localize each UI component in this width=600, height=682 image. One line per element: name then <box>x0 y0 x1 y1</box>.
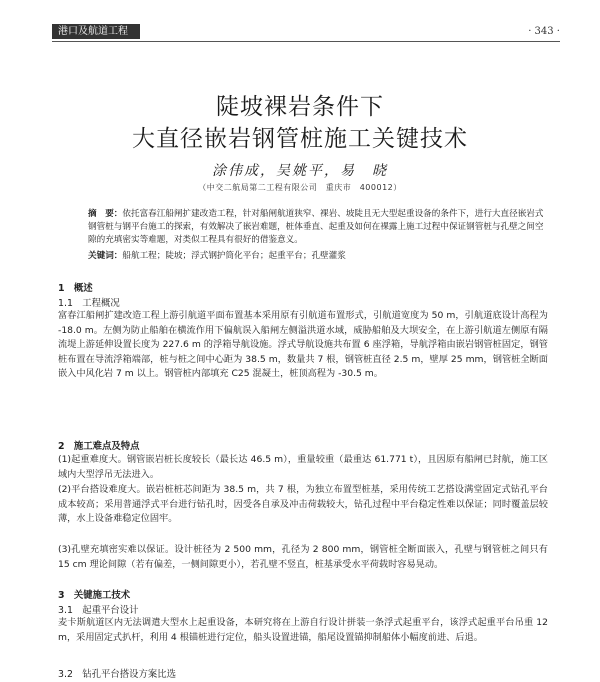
paragraph: 麦卡斯航道区内无法调遣大型水上起重设备，本研究将在上游自行设计拼装一条浮式起重平台，该浮式起重平台吊重 12 m，采用固定式扒杆，利用 4 根锚桩进行定位，船头设置进锚，船尾设置锚抑制船体小幅度前进、后退。 <box>58 617 548 643</box>
paper-title-line-2: 大直径嵌岩钢管桩施工关键技术 <box>132 126 468 152</box>
abstract <box>88 208 546 247</box>
running-header <box>52 24 560 40</box>
section-heading: 2 施工难点及特点 <box>58 441 140 452</box>
paragraph: 富春江船闸扩建改造工程上游引航道平面布置基本采用原有引航道布置形式，引航道宽度为 50 m，引航道底设计高程为 -18.0 m。左侧为防止船舶在横流作用下偏航误入船闸左侧溢洪道水域，威胁船舶及大坝安全，在上游引航道左侧原有隔流堤上游延伸设置长度为 227.6 m 的浮箱导航设施。浮式导航设施共布置 6 座浮箱，导航浮箱由嵌岩钢管桩固定，钢管桩布置在导流浮箱端部，桩与桩之间中心距为 38.5 m，数量共 7 根，钢管桩直径 2.5 m，壁厚 25 mm，钢管桩全断面嵌入中风化岩 7 m 以上。钢管桩内部填充 C25 混凝土，桩顶高程为 -30.5 m。 <box>58 310 548 380</box>
section-heading: 1 概述 <box>58 283 93 294</box>
paragraph: (1)起重难度大。钢管嵌岩桩长度较长（最长达 46.5 m），重量较重（最重达 61.771 t），且因原有船闸已封航，施工区域内大型浮吊无法进入。 <box>58 454 548 480</box>
subsection-heading: 1.1 工程概况 <box>58 298 120 309</box>
author-affiliation: （中交二航局第二工程有限公司 重庆市 400012） <box>198 183 402 192</box>
keywords-text: 船航工程；陡坡；浮式钢护筒化平台；起重平台；孔壁灌浆 <box>122 251 346 261</box>
abstract-text: 依托富春江船闸扩建改造工程，针对船闸航道狭窄、裸岩、坡陡且无大型起重设备的条件下，进行大直径嵌岩式钢管桩与钢平台施工的探索，有效解决了嵌岩难题，桩体垂直、起重及如何在裸露上施工过程中保证钢管桩与孔壁之间空隙的充填密实等难题，对类似工程具有很好的借鉴意义。 <box>88 209 544 245</box>
paragraph: (2)平台搭设难度大。嵌岩桩桩芯间距为 38.5 m，共 7 根，为独立布置型桩基，采用传统工艺搭设满堂固定式钻孔平台成本较高；采用普通浮式平台进行钻孔时，因受各自承及冲击荷载较大，钻孔过程中平台稳定性难以保证；同时覆盖层较薄，水上设备难稳定位固牢。 <box>58 484 548 525</box>
paragraph: (3)孔壁充填密实难以保证。设计桩径为 2 500 mm，孔径为 2 800 mm，钢管桩全断面嵌入，孔壁与钢管桩之间只有 15 cm 理论间隙（若有偏差，一侧间隙更小），若孔壁不竖直，桩基承受水平荷载时容易晃动。 <box>58 544 548 570</box>
subsection-heading: 3.1 起重平台设计 <box>58 605 139 616</box>
journal-name: 港口及航道工程 <box>52 24 140 39</box>
keywords-label: 关键词： <box>88 251 123 261</box>
paper-title-line-1: 陡坡裸岩条件下 <box>216 94 384 120</box>
abstract-label: 摘 要： <box>88 209 123 219</box>
header-divider <box>52 41 560 42</box>
page-number: · 343 · <box>528 26 560 37</box>
subsection-heading: 3.2 钻孔平台搭设方案比选 <box>58 669 177 680</box>
author-list: 涂伟成，吴姚平，易 晓 <box>212 163 388 179</box>
keywords <box>88 250 546 263</box>
section-heading: 3 关键施工技术 <box>58 590 131 601</box>
